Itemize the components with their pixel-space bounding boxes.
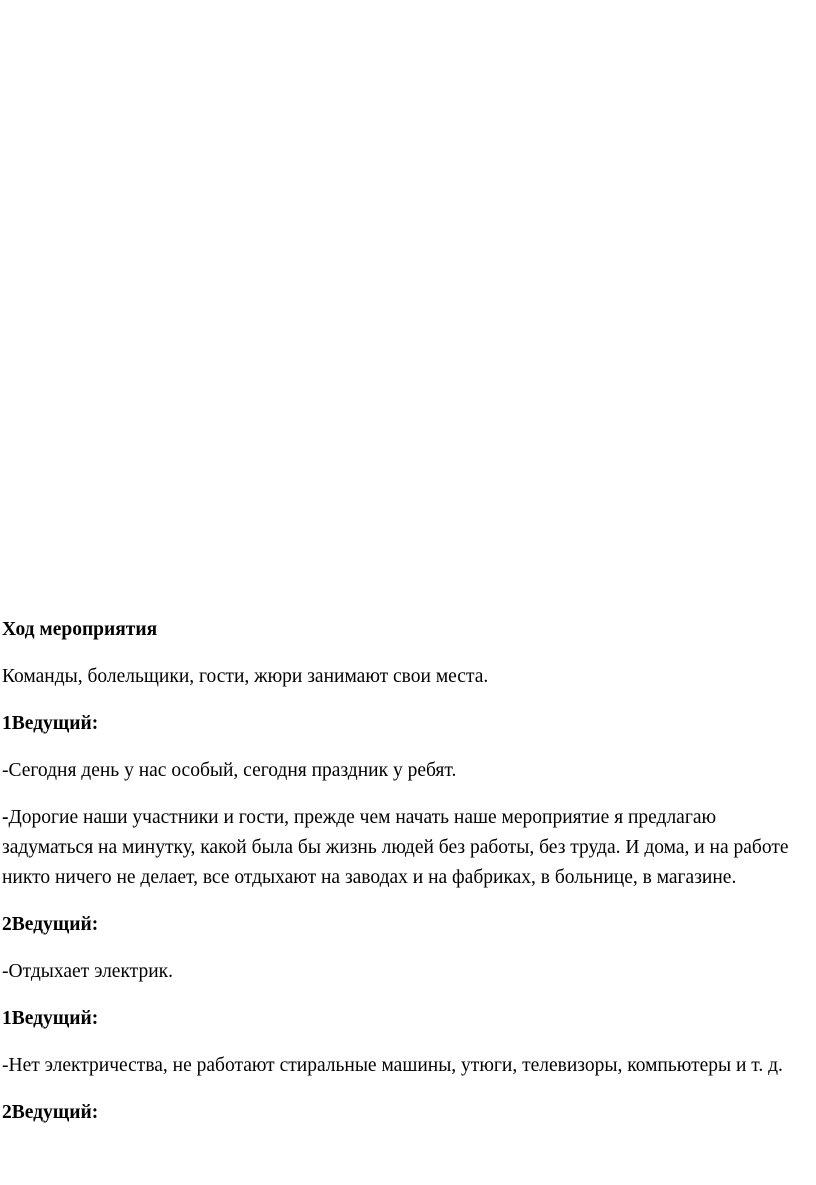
paragraph-long [2,803,812,893]
speaker-label: 1Ведущий: [2,713,99,734]
section-title: Ход мероприятия [2,619,158,640]
speaker-label: 2Ведущий: [2,914,99,935]
paragraph-line: -Нет электричества, не работают стиральные машины, утюги, телевизоры, компьютеры и т. д. [2,1055,783,1076]
paragraph-lead-dash: - [2,807,9,828]
document-body [0,615,816,1128]
paragraph-intro: Команды, болельщики, гости, жюри занимают свои места. [2,666,489,687]
speaker-label: 1Ведущий: [2,1008,99,1029]
speaker-label: 2Ведущий: [2,1102,99,1123]
paragraph-line: -Сегодня день у нас особый, сегодня праздник у ребят. [2,760,457,781]
paragraph-line: -Отдыхает электрик. [2,961,173,982]
paragraph-long-text: Дорогие наши участники и гости, прежде чем начать наше мероприятие я предлагаю задуматься на минутку, какой была бы жизнь людей без работы, без труда. И дома, и на работе никто ничего не делает, все отдыхают на заводах и на фабриках, в больнице, в магазине. [2,807,789,888]
